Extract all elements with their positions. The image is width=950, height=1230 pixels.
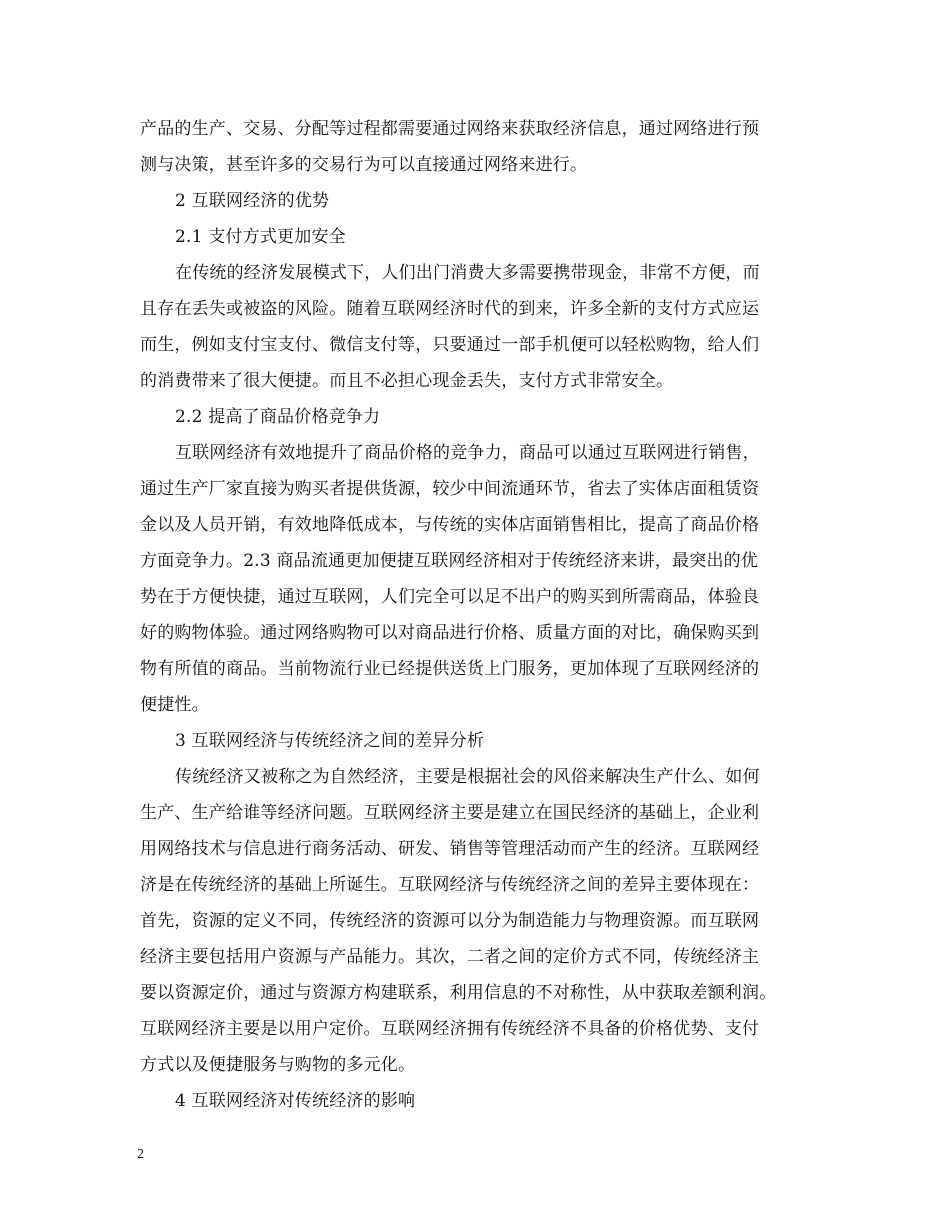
body-text-line: 便捷性。 [140, 695, 209, 715]
body-text-line: 好的购物体验。通过网络购物可以对商品进行价格、质量方面的对比，确保购买到 [140, 623, 760, 643]
body-text-line: 要以资源定价，通过与资源方构建联系，利用信息的不对称性，从中获取差额利润。 [140, 983, 777, 1003]
subsection-heading: 2.1 支付方式更加安全 [175, 227, 346, 247]
section-heading: 3 互联网经济与传统经济之间的差异分析 [175, 731, 485, 751]
body-text-line: 用网络技术与信息进行商务活动、研发、销售等管理活动而产生的经济。互联网经 [140, 839, 760, 859]
body-text-line: 势在于方便快捷，通过互联网，人们完全可以足不出户的购买到所需商品，体验良 [140, 587, 760, 607]
body-text-line: 且存在丢失或被盗的风险。随着互联网经济时代的到来，许多全新的支付方式应运 [140, 299, 760, 319]
body-text-line: 而生，例如支付宝支付、微信支付等，只要通过一部手机便可以轻松购物，给人们 [140, 335, 760, 355]
body-text-line: 物有所值的商品。当前物流行业已经提供送货上门服务，更加体现了互联网经济的 [140, 659, 760, 679]
body-text-line: 方式以及便捷服务与购物的多元化。 [140, 1055, 416, 1075]
body-text-line: 在传统的经济发展模式下，人们出门消费大多需要携带现金，非常不方便，而 [175, 263, 760, 283]
body-text-line: 产品的生产、交易、分配等过程都需要通过网络来获取经济信息，通过网络进行预 [140, 119, 760, 139]
body-text-line: 金以及人员开销，有效地降低成本，与传统的实体店面销售相比，提高了商品价格 [140, 515, 760, 535]
body-text-line: 济是在传统经济的基础上所诞生。互联网经济与传统经济之间的差异主要体现在： [140, 875, 760, 895]
body-text-line: 测与决策，甚至许多的交易行为可以直接通过网络来进行。 [140, 155, 588, 175]
body-text-line: 经济主要包括用户资源与产品能力。其次，二者之间的定价方式不同，传统经济主 [140, 947, 760, 967]
body-text-line: 的消费带来了很大便捷。而且不必担心现金丢失，支付方式非常安全。 [140, 371, 674, 391]
body-text-line: 传统经济又被称之为自然经济，主要是根据社会的风俗来解决生产什么、如何 [175, 767, 760, 787]
section-heading: 2 互联网经济的优势 [175, 191, 330, 211]
body-text-line: 方面竞争力。2.3 商品流通更加便捷互联网经济相对于传统经济来讲，最突出的优 [140, 551, 759, 571]
section-heading: 4 互联网经济对传统经济的影响 [175, 1091, 416, 1111]
body-text-line: 首先，资源的定义不同，传统经济的资源可以分为制造能力与物理资源。而互联网 [140, 911, 760, 931]
page-number: 2 [137, 1147, 144, 1162]
body-text-line: 生产、生产给谁等经济问题。互联网经济主要是建立在国民经济的基础上，企业利 [140, 803, 760, 823]
body-text-line: 互联网经济主要是以用户定价。互联网经济拥有传统经济不具备的价格优势、支付 [140, 1019, 760, 1039]
subsection-heading: 2.2 提高了商品价格竞争力 [175, 407, 381, 427]
body-text-line: 互联网经济有效地提升了商品价格的竞争力，商品可以通过互联网进行销售， [175, 443, 760, 463]
body-text-line: 通过生产厂家直接为购买者提供货源，较少中间流通环节，省去了实体店面租赁资 [140, 479, 760, 499]
